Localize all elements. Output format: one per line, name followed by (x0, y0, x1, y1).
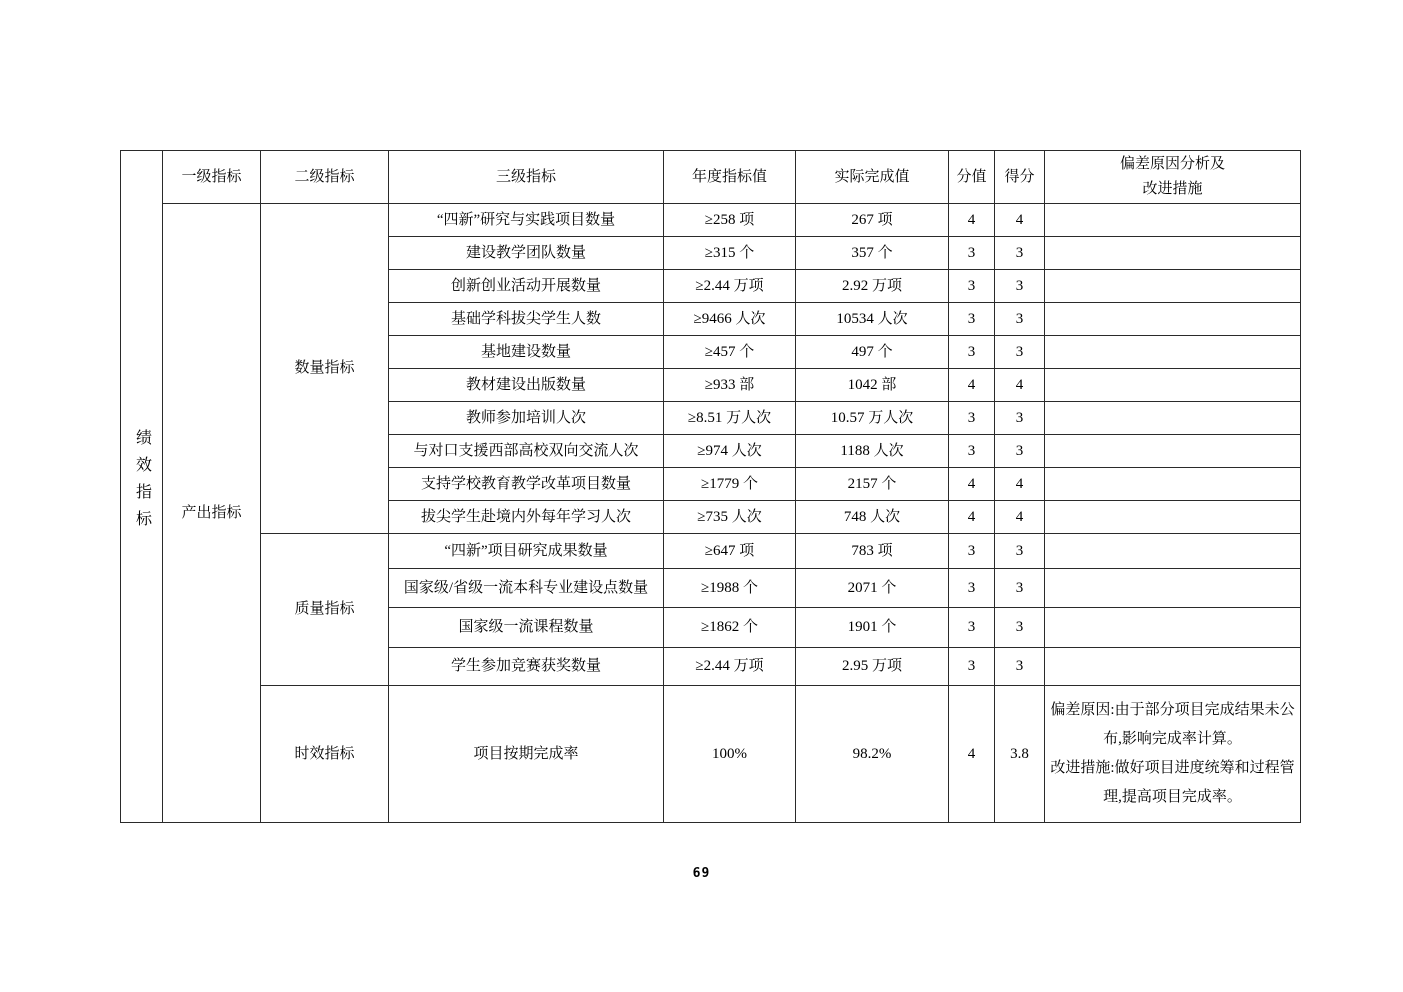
cell-indicator: 支持学校教育教学改革项目数量 (389, 468, 664, 501)
cell-deviation-empty (1045, 534, 1301, 569)
cell-target: ≥647 项 (664, 534, 796, 569)
cell-indicator: “四新”项目研究成果数量 (389, 534, 664, 569)
cell-deviation-empty (1045, 569, 1301, 608)
header-deviation (1045, 151, 1301, 204)
cell-actual: 497 个 (796, 336, 949, 369)
header-deviation-line1: 偏差原因分析及 (1119, 155, 1225, 172)
cell-score-max: 3 (949, 608, 995, 648)
cell-target: ≥2.44 万项 (664, 648, 796, 686)
cell-score: 3 (995, 435, 1045, 468)
cell-target: ≥1779 个 (664, 468, 796, 501)
cell-deviation-empty (1045, 468, 1301, 501)
cell-indicator: 基地建设数量 (389, 336, 664, 369)
row-group-label: 绩效指标 (133, 429, 151, 538)
cell-deviation-empty (1045, 369, 1301, 402)
cell-score-max: 3 (949, 435, 995, 468)
cell-indicator: 国家级/省级一流本科专业建设点数量 (389, 569, 664, 608)
cell-score: 3 (995, 569, 1045, 608)
cell-target: ≥1988 个 (664, 569, 796, 608)
cell-actual: 2.95 万项 (796, 648, 949, 686)
cell-deviation-empty (1045, 501, 1301, 534)
cell-actual: 10534 人次 (796, 303, 949, 336)
cell-score-max: 4 (949, 204, 995, 237)
header-actual-value: 实际完成值 (796, 151, 949, 204)
cell-score: 4 (995, 204, 1045, 237)
cell-actual: 748 人次 (796, 501, 949, 534)
cell-indicator: 教材建设出版数量 (389, 369, 664, 402)
level2-quality-cell: 质量指标 (261, 534, 389, 686)
header-annual-target: 年度指标值 (664, 151, 796, 204)
cell-indicator: “四新”研究与实践项目数量 (389, 204, 664, 237)
cell-actual: 2157 个 (796, 468, 949, 501)
cell-score: 4 (995, 501, 1045, 534)
cell-actual: 1188 人次 (796, 435, 949, 468)
cell-score: 3 (995, 648, 1045, 686)
cell-target: ≥315 个 (664, 237, 796, 270)
header-score: 得分 (995, 151, 1045, 204)
cell-score: 3 (995, 608, 1045, 648)
cell-indicator: 基础学科拔尖学生人数 (389, 303, 664, 336)
table-header-row (121, 151, 1301, 204)
cell-target: ≥1862 个 (664, 608, 796, 648)
deviation-reason-text: 偏差原因:由于部分项目完成结果未公布,影响完成率计算。 (1050, 701, 1295, 747)
level2-timeliness-cell: 时效指标 (261, 686, 389, 823)
cell-indicator: 建设教学团队数量 (389, 237, 664, 270)
header-score-max: 分值 (949, 151, 995, 204)
cell-actual: 357 个 (796, 237, 949, 270)
cell-target: ≥735 人次 (664, 501, 796, 534)
cell-indicator: 项目按期完成率 (389, 686, 664, 823)
row-group-cell (121, 151, 163, 823)
cell-target: ≥457 个 (664, 336, 796, 369)
cell-deviation-empty (1045, 336, 1301, 369)
cell-score-max: 4 (949, 468, 995, 501)
page-number: 69 (692, 866, 711, 881)
cell-deviation-empty (1045, 237, 1301, 270)
cell-target: ≥974 人次 (664, 435, 796, 468)
cell-score-max: 3 (949, 534, 995, 569)
header-level2: 二级指标 (261, 151, 389, 204)
cell-deviation-empty (1045, 204, 1301, 237)
cell-score-max: 3 (949, 402, 995, 435)
cell-actual: 267 项 (796, 204, 949, 237)
cell-score: 4 (995, 369, 1045, 402)
cell-actual: 1042 部 (796, 369, 949, 402)
cell-deviation-empty (1045, 270, 1301, 303)
cell-score: 3 (995, 534, 1045, 569)
table-row (121, 686, 1301, 823)
cell-deviation-empty (1045, 435, 1301, 468)
cell-actual: 2.92 万项 (796, 270, 949, 303)
table-row (121, 204, 1301, 237)
cell-score: 3 (995, 237, 1045, 270)
table-row (121, 534, 1301, 569)
cell-score-max: 4 (949, 501, 995, 534)
header-level3: 三级指标 (389, 151, 664, 204)
cell-deviation-empty (1045, 648, 1301, 686)
cell-score: 4 (995, 468, 1045, 501)
header-deviation-line2: 改进措施 (1142, 181, 1203, 197)
cell-target: 100% (664, 686, 796, 823)
cell-score-max: 3 (949, 336, 995, 369)
cell-target: ≥2.44 万项 (664, 270, 796, 303)
cell-target: ≥8.51 万人次 (664, 402, 796, 435)
cell-score-max: 3 (949, 648, 995, 686)
cell-deviation-empty (1045, 303, 1301, 336)
cell-indicator: 国家级一流课程数量 (389, 608, 664, 648)
cell-deviation-empty (1045, 608, 1301, 648)
deviation-measure-text: 改进措施:做好项目进度统筹和过程管理,提高项目完成率。 (1050, 760, 1295, 806)
cell-score-max: 3 (949, 303, 995, 336)
cell-score-max: 3 (949, 237, 995, 270)
level1-cell: 产出指标 (163, 204, 261, 823)
header-level1: 一级指标 (163, 151, 261, 204)
cell-score: 3 (995, 303, 1045, 336)
cell-score: 3.8 (995, 686, 1045, 823)
performance-indicator-table (120, 150, 1301, 823)
cell-score: 3 (995, 402, 1045, 435)
cell-actual: 1901 个 (796, 608, 949, 648)
cell-score-max: 3 (949, 270, 995, 303)
cell-deviation (1045, 686, 1301, 823)
cell-actual: 2071 个 (796, 569, 949, 608)
cell-deviation-empty (1045, 402, 1301, 435)
cell-actual: 783 项 (796, 534, 949, 569)
cell-indicator: 与对口支援西部高校双向交流人次 (389, 435, 664, 468)
cell-indicator: 教师参加培训人次 (389, 402, 664, 435)
cell-score-max: 4 (949, 369, 995, 402)
cell-actual: 10.57 万人次 (796, 402, 949, 435)
cell-target: ≥258 项 (664, 204, 796, 237)
cell-actual: 98.2% (796, 686, 949, 823)
cell-indicator: 拔尖学生赴境内外每年学习人次 (389, 501, 664, 534)
cell-indicator: 创新创业活动开展数量 (389, 270, 664, 303)
cell-target: ≥9466 人次 (664, 303, 796, 336)
cell-score-max: 4 (949, 686, 995, 823)
level2-quantity-cell: 数量指标 (261, 204, 389, 534)
cell-score-max: 3 (949, 569, 995, 608)
cell-score: 3 (995, 270, 1045, 303)
cell-indicator: 学生参加竞赛获奖数量 (389, 648, 664, 686)
cell-target: ≥933 部 (664, 369, 796, 402)
cell-score: 3 (995, 336, 1045, 369)
